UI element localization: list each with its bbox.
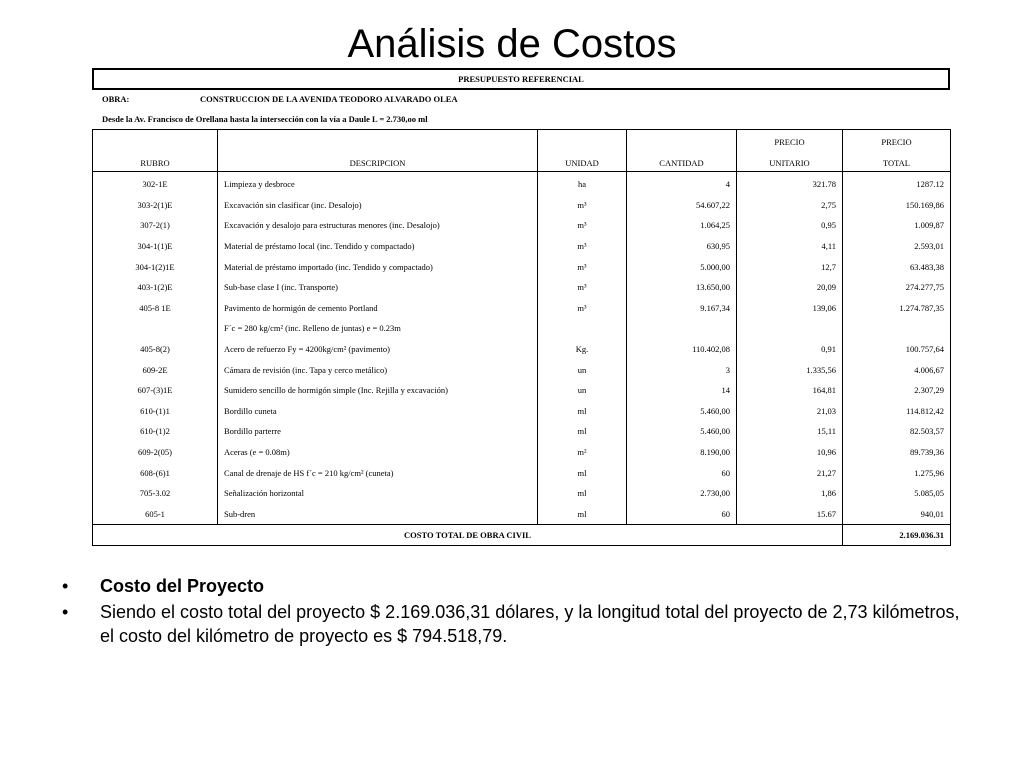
- cell-precio-total: 1.009,87: [843, 215, 951, 236]
- cell-rubro: 304-1(1)E: [93, 236, 218, 257]
- cell-unidad: m²: [538, 442, 627, 463]
- table-row: [93, 401, 951, 422]
- table-row: [93, 483, 951, 504]
- cell-precio-total: 2.593,01: [843, 236, 951, 257]
- obra-value: CONSTRUCCION DE LA AVENIDA TEODORO ALVARADO OLEA: [200, 94, 458, 104]
- cell-precio-unitario: 164,81: [737, 380, 843, 401]
- cell-precio-unitario: 21,03: [737, 401, 843, 422]
- cell-cantidad: 630,95: [627, 236, 737, 257]
- obra-label: OBRA:: [102, 94, 130, 104]
- cell-rubro: 302-1E: [93, 172, 218, 195]
- cell-unidad: Kg.: [538, 339, 627, 360]
- cell-descripcion: Excavación sin clasificar (inc. Desalojo): [218, 195, 538, 216]
- cell-precio-unitario: 20,09: [737, 277, 843, 298]
- cell-unidad: [538, 318, 627, 339]
- cell-cantidad: 2.730,00: [627, 483, 737, 504]
- cell-rubro: 304-1(2)1E: [93, 256, 218, 277]
- table-row: [93, 462, 951, 483]
- bullet-item: [62, 600, 962, 648]
- cell-descripcion: Cámara de revisión (inc. Tapa y cerco metálico): [218, 359, 538, 380]
- table-row: [93, 318, 951, 339]
- cell-cantidad: 3: [627, 359, 737, 380]
- bullet-marker: •: [62, 576, 69, 596]
- cell-cantidad: 60: [627, 462, 737, 483]
- cell-rubro: [93, 318, 218, 339]
- cell-cantidad: 54.607,22: [627, 195, 737, 216]
- cell-descripcion: Pavimento de hormigón de cemento Portland: [218, 298, 538, 319]
- header-rubro: RUBRO: [93, 130, 218, 172]
- table-header-row: [93, 130, 951, 172]
- cell-unidad: ml: [538, 483, 627, 504]
- budget-table: [92, 129, 951, 546]
- table-row: [93, 172, 951, 195]
- cell-precio-unitario: 21,27: [737, 462, 843, 483]
- route-description: Desde la Av. Francisco de Orellana hasta la intersección con la vía a Daule L = 2.730,oo ml: [102, 113, 428, 124]
- cell-precio-total: 2.307,29: [843, 380, 951, 401]
- cell-precio-unitario: [737, 318, 843, 339]
- cell-rubro: 307-2(1): [93, 215, 218, 236]
- cell-descripcion: Acero de refuerzo Fy = 4200kg/cm² (pavimento): [218, 339, 538, 360]
- table-body: [93, 172, 951, 525]
- cell-unidad: ml: [538, 504, 627, 525]
- cell-precio-unitario: 0,95: [737, 215, 843, 236]
- header-unidad: UNIDAD: [538, 130, 627, 172]
- footer-label: COSTO TOTAL DE OBRA CIVIL: [93, 525, 843, 546]
- cell-precio-total: 82.503,57: [843, 421, 951, 442]
- header-cantidad: CANTIDAD: [627, 130, 737, 172]
- table-row: [93, 359, 951, 380]
- table-row: [93, 442, 951, 463]
- table-row: [93, 421, 951, 442]
- cell-precio-total: 150.169,86: [843, 195, 951, 216]
- table-row: [93, 339, 951, 360]
- bullet-text: Costo del Proyecto: [100, 576, 265, 596]
- cell-cantidad: 13.650,00: [627, 277, 737, 298]
- budget-sheet: [92, 68, 950, 546]
- cell-cantidad: [627, 318, 737, 339]
- cell-rubro: 610-(1)2: [93, 421, 218, 442]
- cell-rubro: 303-2(1)E: [93, 195, 218, 216]
- cell-precio-total: 1.274.787,35: [843, 298, 951, 319]
- cell-cantidad: 1.064,25: [627, 215, 737, 236]
- cell-cantidad: 14: [627, 380, 737, 401]
- cell-descripcion: Sub-base clase I (inc. Transporte): [218, 277, 538, 298]
- table-row: [93, 504, 951, 525]
- cell-unidad: m³: [538, 215, 627, 236]
- cell-descripcion: Excavación y desalojo para estructuras menores (inc. Desalojo): [218, 215, 538, 236]
- cell-rubro: 607-(3)1E: [93, 380, 218, 401]
- cell-descripcion: Aceras (e = 0.08m): [218, 442, 538, 463]
- cell-unidad: m³: [538, 236, 627, 257]
- bullet-marker: •: [62, 602, 69, 622]
- cell-rubro: 405-8 1E: [93, 298, 218, 319]
- bullet-text: Siendo el costo total del proyecto $ 2.169.036,31 dólares, y la longitud total del proyecto de 2,73 kilómetros, el costo del kilómetro de proyecto es $ 794.518,79.: [100, 602, 960, 646]
- bullet-item: [62, 574, 962, 598]
- cell-precio-unitario: 139,06: [737, 298, 843, 319]
- cell-precio-total: 5.085,05: [843, 483, 951, 504]
- cell-precio-unitario: 1,86: [737, 483, 843, 504]
- table-row: [93, 256, 951, 277]
- cell-rubro: 608-(6)1: [93, 462, 218, 483]
- cell-unidad: ha: [538, 172, 627, 195]
- cell-precio-total: 89.739,36: [843, 442, 951, 463]
- cell-unidad: ml: [538, 462, 627, 483]
- table-row: [93, 298, 951, 319]
- cell-precio-unitario: 15.67: [737, 504, 843, 525]
- cell-precio-total: 274.277,75: [843, 277, 951, 298]
- table-row: [93, 195, 951, 216]
- cell-precio-total: 1.275,96: [843, 462, 951, 483]
- cell-descripcion: Limpieza y desbroce: [218, 172, 538, 195]
- cell-unidad: ml: [538, 421, 627, 442]
- table-row: [93, 236, 951, 257]
- cell-rubro: 605-1: [93, 504, 218, 525]
- cell-unidad: m³: [538, 195, 627, 216]
- budget-banner: PRESUPUESTO REFERENCIAL: [92, 68, 950, 90]
- cell-unidad: un: [538, 359, 627, 380]
- cell-rubro: 403-1(2)E: [93, 277, 218, 298]
- cell-rubro: 610-(1)1: [93, 401, 218, 422]
- cell-rubro: 609-2E: [93, 359, 218, 380]
- header-precio-total: PRECIO TOTAL: [843, 130, 951, 172]
- cell-cantidad: 5.000,00: [627, 256, 737, 277]
- table-row: [93, 277, 951, 298]
- cell-descripcion: Señalización horizontal: [218, 483, 538, 504]
- bullet-list: [62, 574, 962, 650]
- cell-rubro: 705-3.02: [93, 483, 218, 504]
- cell-descripcion: Bordillo cuneta: [218, 401, 538, 422]
- footer-total: 2.169.036.31: [843, 525, 951, 546]
- cell-precio-unitario: 15,11: [737, 421, 843, 442]
- cell-unidad: m³: [538, 298, 627, 319]
- cell-precio-total: 63.483,38: [843, 256, 951, 277]
- cell-unidad: ml: [538, 401, 627, 422]
- cell-unidad: m³: [538, 277, 627, 298]
- cell-descripcion: Sub-dren: [218, 504, 538, 525]
- cell-cantidad: 5.460,00: [627, 401, 737, 422]
- table-footer-row: [93, 525, 951, 546]
- cell-precio-total: 1287.12: [843, 172, 951, 195]
- cell-descripcion: Material de préstamo local (inc. Tendido y compactado): [218, 236, 538, 257]
- header-precio-unitario: PRECIO UNITARIO: [737, 130, 843, 172]
- cell-cantidad: 8.190,00: [627, 442, 737, 463]
- header-descripcion: DESCRIPCION: [218, 130, 538, 172]
- cell-descripcion: Canal de drenaje de HS f´c = 210 kg/cm² (cuneta): [218, 462, 538, 483]
- cell-cantidad: 110.402,08: [627, 339, 737, 360]
- cell-rubro: 405-8(2): [93, 339, 218, 360]
- slide-title: Análisis de Costos: [347, 22, 677, 66]
- cell-cantidad: 9.167,34: [627, 298, 737, 319]
- cell-unidad: un: [538, 380, 627, 401]
- cell-precio-unitario: 4,11: [737, 236, 843, 257]
- cell-cantidad: 4: [627, 172, 737, 195]
- cell-descripcion: Sumidero sencillo de hormigón simple (Inc. Rejilla y excavación): [218, 380, 538, 401]
- cell-precio-unitario: 12,7: [737, 256, 843, 277]
- cell-precio-unitario: 2,75: [737, 195, 843, 216]
- cell-rubro: 609-2(05): [93, 442, 218, 463]
- obra-line: [92, 90, 950, 108]
- cell-descripcion: Bordillo parterre: [218, 421, 538, 442]
- cell-precio-total: 940,01: [843, 504, 951, 525]
- cell-precio-total: 4.006,67: [843, 359, 951, 380]
- cell-descripcion: F´c = 280 kg/cm² (inc. Relleno de juntas) e = 0.23m: [218, 318, 538, 339]
- cell-precio-total: 114.812,42: [843, 401, 951, 422]
- cell-precio-unitario: 0,91: [737, 339, 843, 360]
- cell-cantidad: 5.460,00: [627, 421, 737, 442]
- cell-precio-unitario: 1.335,56: [737, 359, 843, 380]
- table-row: [93, 380, 951, 401]
- cell-precio-total: [843, 318, 951, 339]
- cell-unidad: m³: [538, 256, 627, 277]
- cell-cantidad: 60: [627, 504, 737, 525]
- table-row: [93, 215, 951, 236]
- cell-precio-total: 100.757,64: [843, 339, 951, 360]
- cell-precio-unitario: 10,96: [737, 442, 843, 463]
- cell-descripcion: Material de préstamo importado (inc. Tendido y compactado): [218, 256, 538, 277]
- cell-precio-unitario: 321.78: [737, 172, 843, 195]
